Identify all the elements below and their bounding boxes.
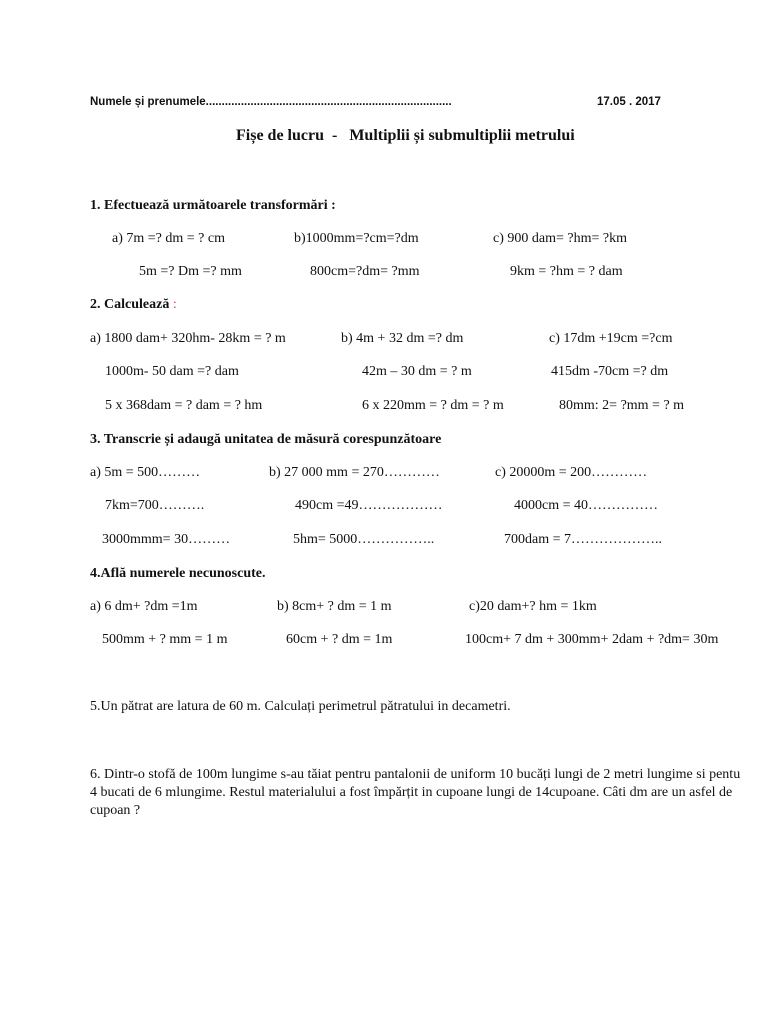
ex2-r1-b: b) 4m + 32 dm =? dm [341,331,464,346]
ex2-r2-a: 1000m- 50 dam =? dam [105,364,239,379]
ex2-heading-tail: : [169,297,177,312]
ex1-r2-c: 9km = ?hm = ? dam [510,264,623,279]
ex2-r3-a: 5 x 368dam = ? dam = ? hm [105,398,263,413]
ex2-r1-a: a) 1800 dam+ 320hm- 28km = ? m [90,331,286,346]
ex3-r3-a: 3000mmm= 30……… [102,532,231,547]
ex2-r2-b: 42m – 30 dm = ? m [362,364,472,379]
ex2-r1-c: c) 17dm +19cm =?cm [549,331,673,346]
ex1-heading: 1. Efectuează următoarele transformări : [90,198,336,213]
ex2-heading: 2. Calculează [90,297,170,312]
ex3-r2-b: 490cm =49……………… [295,498,443,513]
date-text: 17.05 . 2017 [597,96,661,108]
worksheet-title: Fișe de lucru - Multiplii și submultiplii metrului [236,127,575,144]
ex2-heading-line [90,297,177,313]
ex1-r2-a: 5m =? Dm =? mm [139,264,242,279]
ex3-r1-a: a) 5m = 500……… [90,465,201,480]
ex1-r2-b: 800cm=?dm= ?mm [310,264,420,279]
ex1-r1-a: a) 7m =? dm = ? cm [112,231,225,246]
ex3-r3-c: 700dam = 7……………….. [504,532,662,547]
ex6-text: 6. Dintr-o stofă de 100m lungime s-au tăiat pentru pantalonii de uniform 10 bucăți lungi de 2 metri lungime si pentu 4 bucati de 6 mlungime. Restul materialului a fost împărțit in cupoane lungi de 14cupoane. Câti dm are un asfel de cupoan ? [90,767,741,818]
ex2-r3-c: 80mm: 2= ?mm = ? m [559,398,685,413]
ex4-r1-a: a) 6 dm+ ?dm =1m [90,599,198,614]
ex4-r2-c: 100cm+ 7 dm + 300mm+ 2dam + ?dm= 30m [465,632,719,647]
ex5-text: 5.Un pătrat are latura de 60 m. Calculați perimetrul pătratului in decametri. [90,699,511,714]
ex1-r1-c: c) 900 dam= ?hm= ?km [493,231,627,246]
ex3-r2-a: 7km=700………. [105,498,205,513]
ex2-r2-c: 415dm -70cm =? dm [551,364,669,379]
ex4-r2-a: 500mm + ? mm = 1 m [102,632,228,647]
name-line: Numele și prenumele............................................................................. [90,96,452,108]
ex1-r1-b: b)1000mm=?cm=?dm [294,231,419,246]
ex3-r2-c: 4000cm = 40…………… [514,498,658,513]
ex3-r3-b: 5hm= 5000…………….. [293,532,435,547]
ex4-r1-c: c)20 dam+? hm = 1km [469,599,597,614]
ex3-r1-c: c) 20000m = 200………… [495,465,648,480]
ex3-heading: 3. Transcrie și adaugă unitatea de măsură corespunzătoare [90,432,442,447]
ex2-r3-b: 6 x 220mm = ? dm = ? m [362,398,504,413]
ex3-r1-b: b) 27 000 mm = 270………… [269,465,440,480]
ex4-r2-b: 60cm + ? dm = 1m [286,632,393,647]
ex4-heading: 4.Află numerele necunoscute. [90,566,266,581]
ex4-r1-b: b) 8cm+ ? dm = 1 m [277,599,392,614]
